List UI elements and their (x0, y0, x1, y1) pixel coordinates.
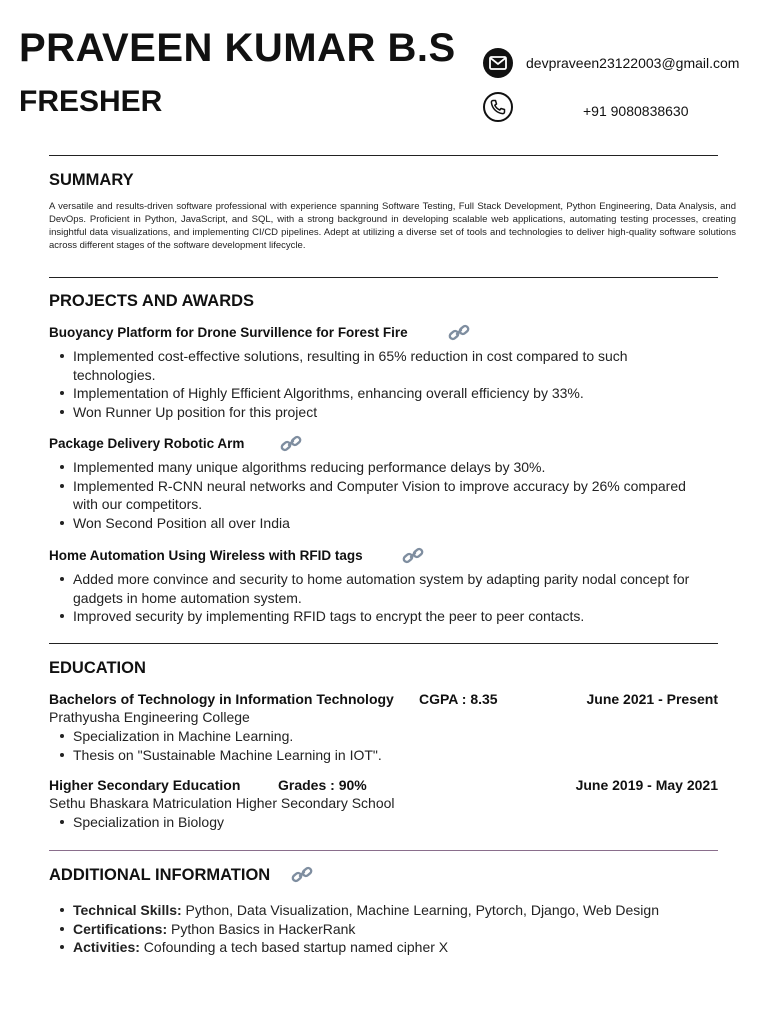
info-value: Python, Data Visualization, Machine Learning, Pytorch, Django, Web Design (181, 902, 659, 918)
link-icon[interactable] (402, 546, 424, 566)
phone-number[interactable]: +91 9080838630 (583, 103, 689, 119)
project-title: Home Automation Using Wireless with RFID tags (49, 548, 363, 563)
degree-title: Higher Secondary Education (49, 777, 241, 793)
list-item (73, 901, 713, 920)
list-item: Implemented R-CNN neural networks and Computer Vision to improve accuracy by 26% compared with our competitors. (73, 477, 713, 514)
list-item: Won Runner Up position for this project (73, 403, 713, 422)
divider (49, 850, 718, 851)
divider (49, 643, 718, 644)
project-bullets (73, 570, 713, 626)
list-item: Specialization in Biology (73, 813, 713, 832)
mail-icon (483, 48, 513, 78)
list-item: Implemented many unique algorithms reducing performance delays by 30%. (73, 458, 713, 477)
list-item (73, 920, 713, 939)
list-item (73, 938, 713, 957)
candidate-role: FRESHER (19, 85, 163, 118)
list-item: Specialization in Machine Learning. (73, 727, 713, 746)
project-bullets (73, 458, 713, 532)
info-label: Activities: (73, 939, 140, 955)
score: Grades : 90% (278, 777, 367, 793)
degree-title: Bachelors of Technology in Information Technology (49, 691, 394, 707)
info-label: Technical Skills: (73, 902, 182, 918)
education-bullets (73, 727, 713, 764)
summary-heading: SUMMARY (49, 171, 134, 189)
link-icon[interactable] (280, 434, 302, 454)
additional-heading: ADDITIONAL INFORMATION (49, 866, 271, 884)
divider (49, 155, 718, 156)
list-item: Implemented cost-effective solutions, resulting in 65% reduction in cost compared to such technologies. (73, 347, 713, 384)
project-title: Package Delivery Robotic Arm (49, 436, 245, 451)
score: CGPA : 8.35 (419, 691, 498, 707)
email-address[interactable]: devpraveen23122003@gmail.com (526, 55, 740, 71)
date-range: June 2021 - Present (586, 691, 718, 707)
school-name: Prathyusha Engineering College (49, 709, 250, 725)
projects-heading: PROJECTS AND AWARDS (49, 292, 255, 310)
link-icon[interactable] (448, 323, 470, 343)
list-item: Added more convince and security to home automation system by adapting parity nodal concept for gadgets in home automation system. (73, 570, 713, 607)
divider (49, 277, 718, 278)
list-item: Thesis on "Sustainable Machine Learning in IOT". (73, 746, 713, 765)
school-name: Sethu Bhaskara Matriculation Higher Secondary School (49, 795, 395, 811)
list-item: Improved security by implementing RFID tags to encrypt the peer to peer contacts. (73, 607, 713, 626)
list-item: Won Second Position all over India (73, 514, 713, 533)
summary-text: A versatile and results-driven software professional with experience spanning Software Testing, Full Stack Development, Python Engineering, Data Analysis, and DevOps. Proficient in Python, JavaScript, and SQL, with a strong background in developing scalable web applications, automating testing processes, creating insightful data visualizations, and implementing CI/CD pipelines. Adept at utilizing a diverse set of tools and technologies to deliver high-quality software solutions across different stages of the software development lifecycle. (49, 201, 736, 251)
additional-list (73, 901, 713, 957)
candidate-name: PRAVEEN KUMAR B.S (19, 26, 456, 70)
education-bullets (73, 813, 713, 832)
link-icon[interactable] (291, 865, 313, 885)
project-bullets (73, 347, 713, 421)
info-value: Cofounding a tech based startup named cipher X (139, 939, 449, 955)
list-item: Implementation of Highly Efficient Algorithms, enhancing overall efficiency by 33%. (73, 384, 713, 403)
date-range: June 2019 - May 2021 (575, 777, 718, 793)
phone-icon (483, 92, 513, 122)
info-label: Certifications: (73, 920, 168, 937)
project-title: Buoyancy Platform for Drone Survillence for Forest Fire (49, 325, 408, 340)
info-value: Python Basics in HackerRank (167, 920, 356, 937)
education-heading: EDUCATION (49, 659, 146, 677)
